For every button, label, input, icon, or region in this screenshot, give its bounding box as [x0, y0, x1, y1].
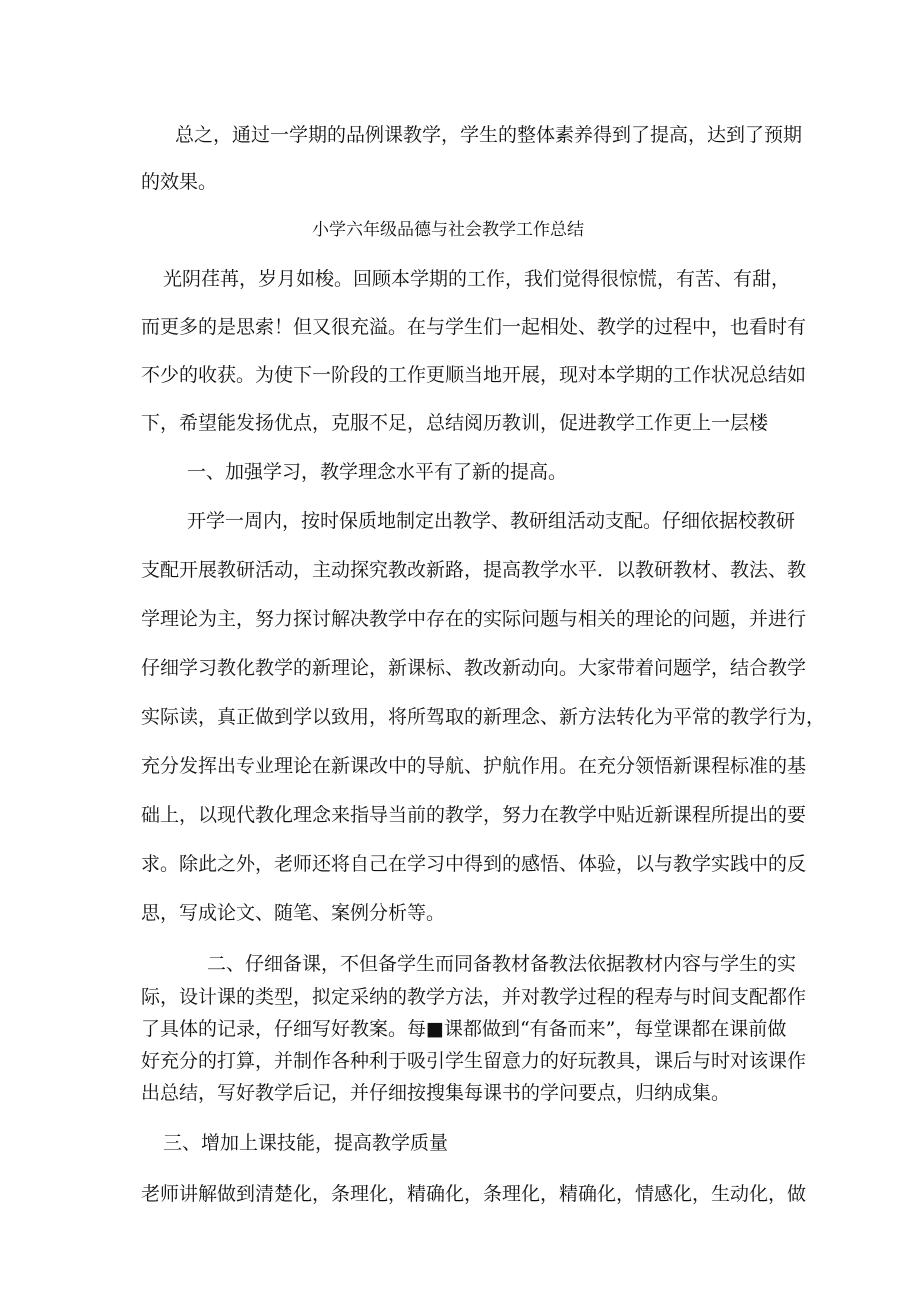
section1-line-9: 思，写成论文、随笔、案例分析等。: [141, 902, 446, 924]
document-title: 小学六年级品德与社会教学工作总结: [312, 220, 584, 240]
section1-line-6: 充分发挥出专业理论在新课改中的导航、护航作用。在充分领悟新课程标准的基: [141, 755, 807, 777]
section2-line-5: 出总结，写好教学后记，并仔细按搜集每课书的学问要点，归纳成集。: [141, 1082, 731, 1104]
section1-line-8: 求。除此之外，老师还将自己在学习中得到的感悟、体验，以与教学实践中的反: [141, 853, 807, 875]
section2-line-3: 了具体的记录，仔细写好教案。每■课都做到“有备而来”，每堂课都在课前做: [141, 1018, 787, 1040]
section2-line-4: 好充分的打算，并制作各种利于吸引学生留意力的好玩教具，课后与时对该课作: [141, 1050, 807, 1072]
section1-line-1: 开学一周内，按时保质地制定出教学、教研组活动支配。仔细依据校教研: [187, 510, 796, 532]
section1-line-5: 实际读，真正做到学以致用，将所驾取的新理念、新方法转化为平常的教学行为，: [141, 706, 826, 728]
opening-line-3: 不少的收获。为使下一阶段的工作更顺当地开展，现对本学期的工作状况总结如: [141, 364, 807, 386]
section1-line-7: 础上，以现代教化理念来指导当前的教学，努力在教学中贴近新课程所提出的要: [141, 804, 807, 826]
intro-line-2: 的效果。: [141, 171, 218, 193]
opening-line-1: 光阴荏苒，岁月如梭。回顾本学期的工作，我们觉得很惊慌，有苦、有甜，: [163, 268, 791, 290]
section1-line-2: 支配开展教研活动，主动探究教改新路，提高教学水平．以教研教材、教法、教: [141, 559, 807, 581]
opening-line-4: 下，希望能发扬优点，克服不足，总结阅历教训，促进教学工作更上一层楼: [141, 412, 769, 434]
section3-line-1: 老师讲解做到清楚化，条理化，精确化，条理化，精确化，情感化，生动化，做: [141, 1183, 807, 1205]
opening-line-2: 而更多的是思索！但又很充溢。在与学生们一起相处、教学的过程中，也看时有: [141, 316, 807, 338]
section1-line-3: 学理论为主，努力探讨解决教学中存在的实际问题与相关的理论的问题，并进行: [141, 608, 807, 630]
section2-line-2: 际，设计课的类型，拟定采纳的教学方法，并对教学过程的程寿与时间支配都作: [141, 986, 807, 1008]
section1-line-4: 仔细学习教化教学的新理论，新课标、教改新动向。大家带着问题学，结合教学: [141, 657, 807, 679]
section2-line-1: 二、仔细备课，不但备学生而同备教材备教法依据教材内容与学生的实: [207, 953, 797, 975]
section1-heading: 一、加强学习，教学理念水平有了新的提高。: [187, 461, 568, 483]
section3-heading: 三、增加上课技能，提高教学质量: [163, 1132, 449, 1154]
intro-line-1: 总之，通过一学期的品例课教学，学生的整体素养得到了提高，达到了预期: [175, 124, 803, 146]
